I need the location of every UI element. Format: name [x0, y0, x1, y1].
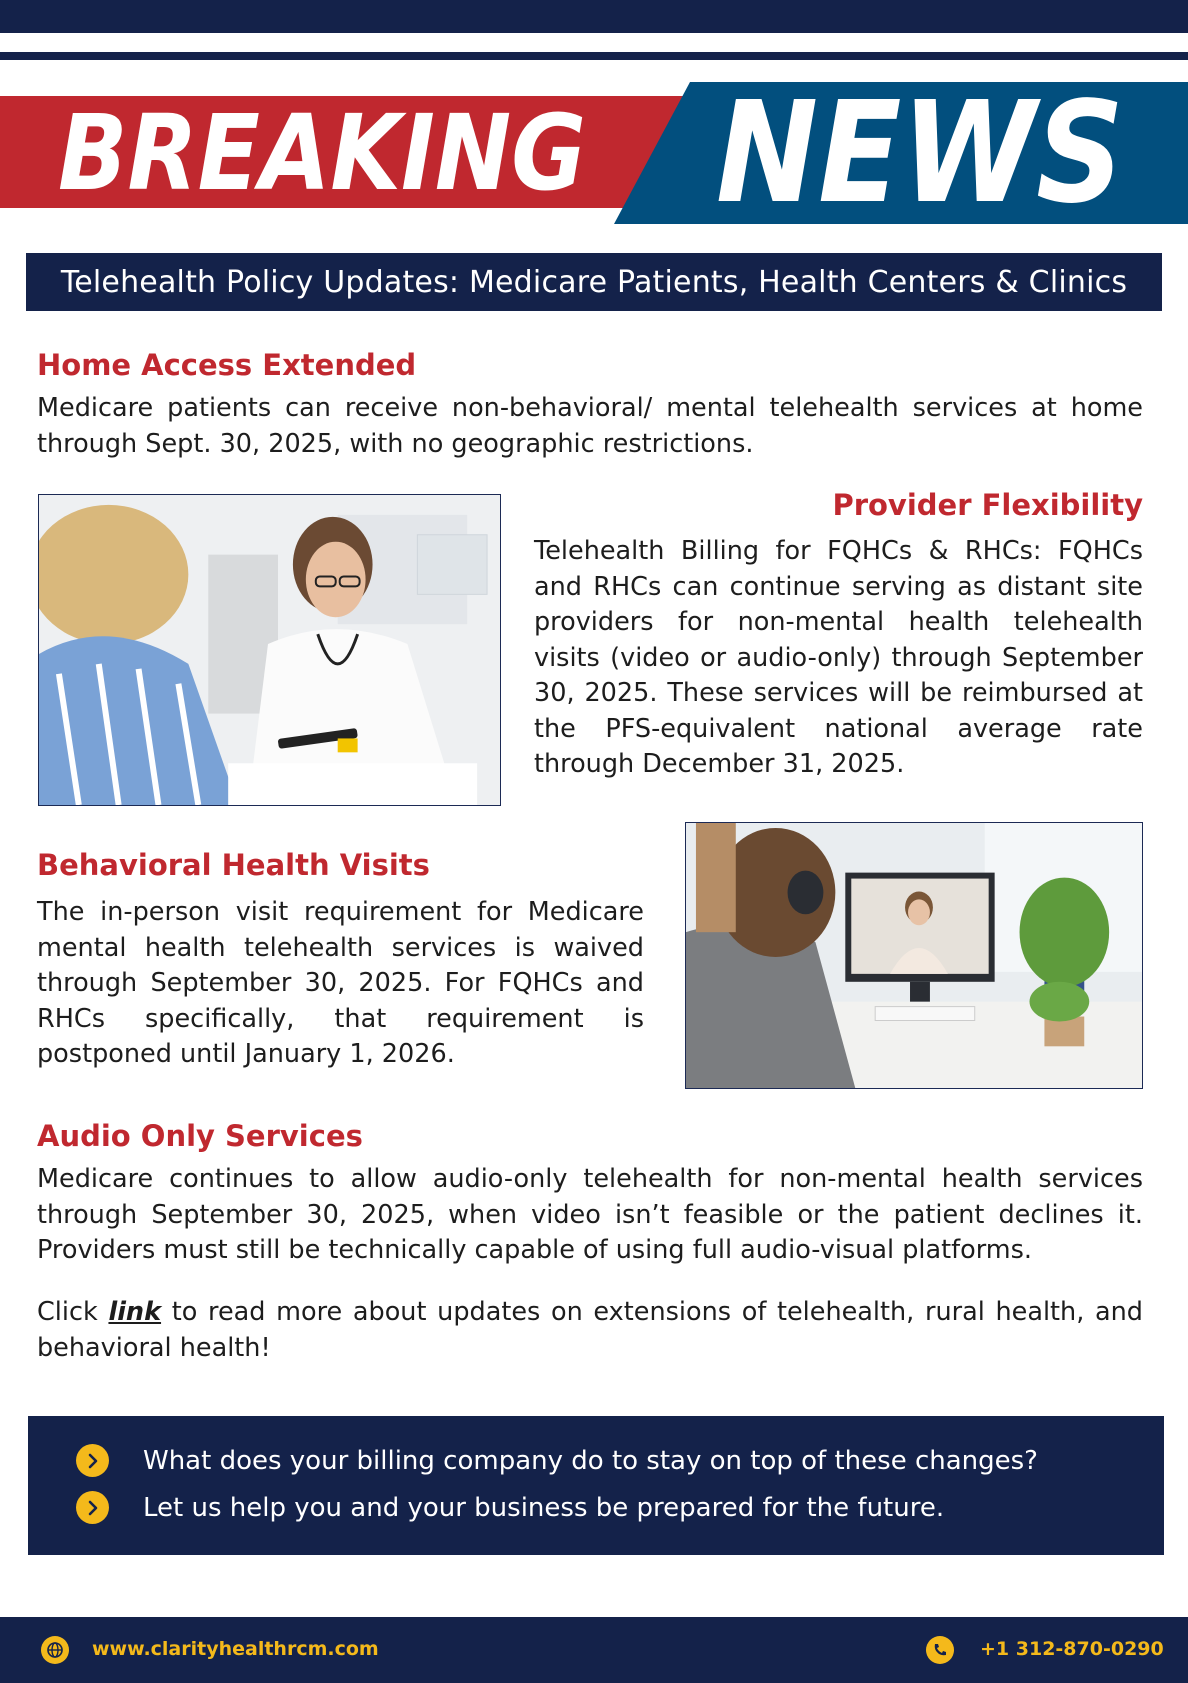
chevron-right-icon [76, 1444, 109, 1477]
heading-audio-only: Audio Only Services [37, 1119, 363, 1153]
phone-icon [926, 1636, 954, 1664]
cta-text-1: What does your billing company do to stay on top of these changes? [143, 1445, 1038, 1476]
footer [0, 1617, 1188, 1683]
photo-doctor-consultation [38, 494, 501, 806]
body-audio-only: Medicare continues to allow audio-only telehealth for non-mental health services through September 30, 2025, when video isn’t feasible or the patient declines it. Providers must still be technically capable of using full audio-visual platforms. [37, 1164, 1143, 1265]
banner-word-breaking: BREAKING [58, 92, 586, 214]
globe-icon [41, 1636, 69, 1664]
chevron-right-icon [76, 1491, 109, 1524]
top-divider [0, 52, 1188, 60]
heading-behavioral-health: Behavioral Health Visits [37, 848, 430, 882]
cta-item-1 [76, 1444, 1038, 1477]
cta-box [28, 1416, 1164, 1555]
more-info-suffix: to read more about updates on extensions of telehealth, rural health, and behavioral health! [37, 1297, 1143, 1363]
breaking-news-banner [0, 82, 1188, 224]
body-behavioral-health: The in-person visit requirement for Medicare mental health telehealth services is waived through September 30, 2025. For FQHCs and RHCs specifically, that requirement is postponed until January 1, 2026. [37, 897, 644, 1069]
top-bar [0, 0, 1188, 33]
photo-video-consultation [685, 822, 1143, 1089]
website-link[interactable]: www.clarityhealthrcm.com [92, 1638, 379, 1660]
body-home-access: Medicare patients can receive non-behavioral/ mental telehealth services at home through Sept. 30, 2025, with no geographic restrictions. [37, 393, 1143, 459]
more-info-prefix: Click [37, 1297, 109, 1327]
read-more-link[interactable]: link [108, 1297, 162, 1327]
banner-word-news: NEWS [716, 82, 1124, 224]
phone-link[interactable]: +1 312-870-0290 [980, 1638, 1164, 1660]
cta-item-2 [76, 1491, 944, 1524]
heading-home-access: Home Access Extended [37, 348, 417, 382]
body-provider-flexibility: Telehealth Billing for FQHCs & RHCs: FQHCs and RHCs can continue serving as distant site providers for non-mental health telehealth visits (video or audio-only) through September 30, 2025. These services will be reimbursed at the PFS-equivalent national average rate through December 31, 2025. [534, 536, 1143, 779]
more-info-paragraph [37, 1295, 1143, 1366]
page-subtitle: Telehealth Policy Updates: Medicare Patients, Health Centers & Clinics [26, 253, 1162, 311]
heading-provider-flexibility: Provider Flexibility [832, 488, 1143, 522]
cta-text-2: Let us help you and your business be prepared for the future. [143, 1492, 945, 1523]
